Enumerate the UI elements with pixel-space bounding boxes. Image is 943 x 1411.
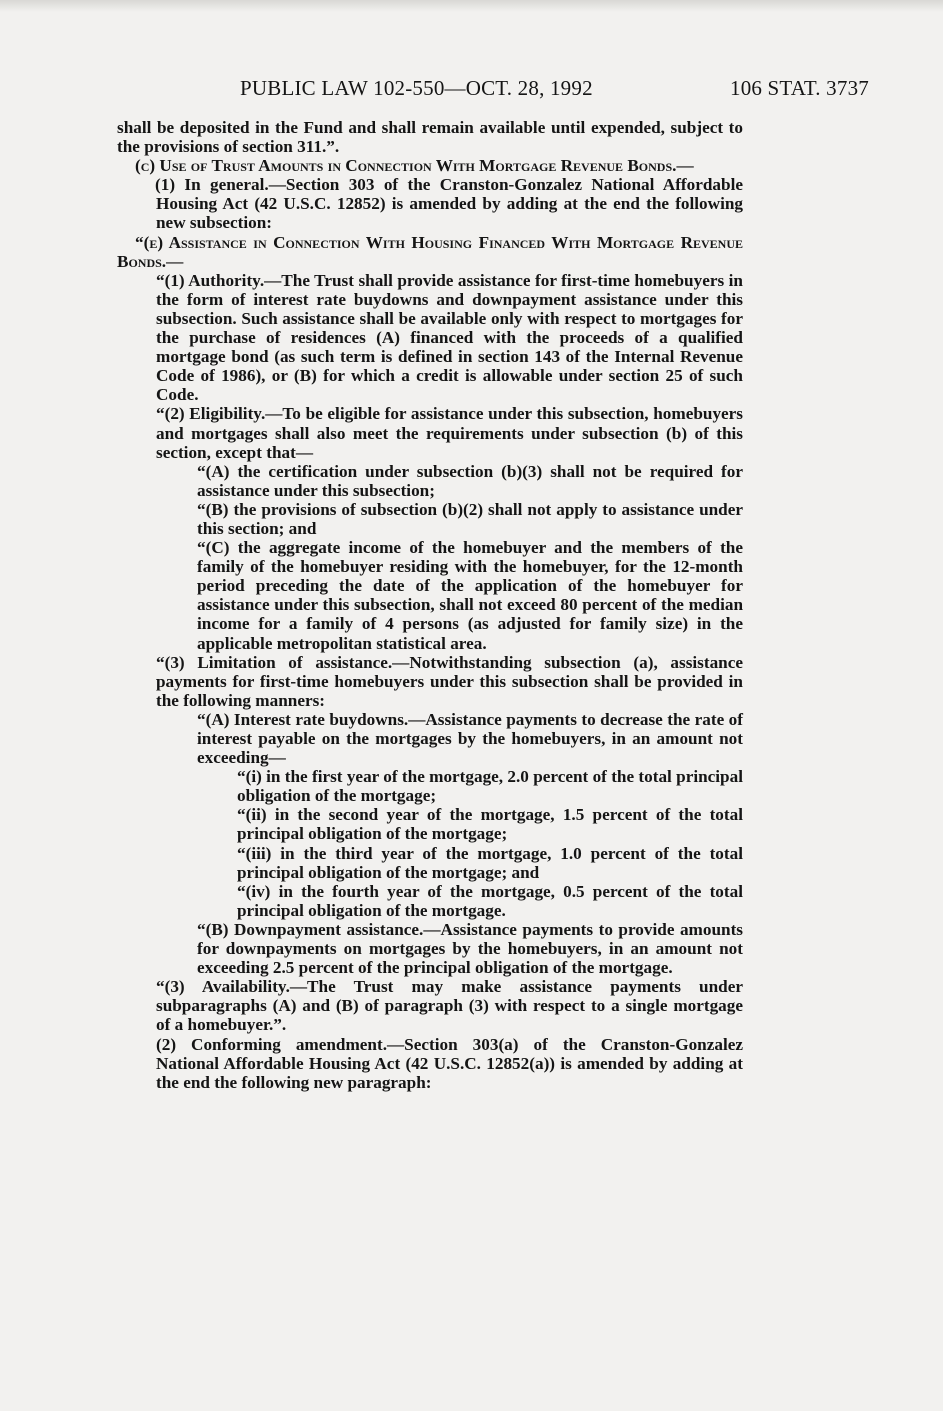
paragraph: “(A) the certification under subsection (b)(3) shall not be required for assistance under this subsection;: [197, 461, 743, 500]
paragraph: “(iv) in the fourth year of the mortgage, 0.5 percent of the total principal obligation of the mortgage.: [237, 881, 743, 920]
paragraph: (c) Use of Trust Amounts in Connection With Mortgage Revenue Bonds.—: [135, 156, 694, 176]
paragraph: “(1) Authority.—The Trust shall provide assistance for first-time homebuyers in the form of interest rate buydowns and downpayment assistance under this subsection. Such assistance shall be available only with respect to mortgages for the purchase of residences (A) financed with the proceeds of a qualified mortgage bond (as such term is defined in section 143 of the Internal Revenue Code of 1986), or (B) for which a credit is allowable under section 25 of such Code.: [156, 270, 743, 405]
paragraph: “(C) the aggregate income of the homebuyer and the members of the family of the homebuyer residing with the homebuyer, for the 12-month period preceding the date of the application of the homebuyer for assistance under this subsection, shall not exceed 80 percent of the median income for a family of 4 persons (as adjusted for family size) in the applicable metropolitan statistical area.: [197, 538, 743, 653]
page-header-stat: 106 STAT. 3737: [730, 76, 869, 100]
paragraph: “(i) in the first year of the mortgage, 2.0 percent of the total principal obligation of the mortgage;: [237, 767, 743, 806]
paragraph: “(3) Limitation of assistance.—Notwithstanding subsection (a), assistance payments for first-time homebuyers under this subsection shall be provided in the following manners:: [156, 652, 743, 710]
paragraph: “(B) the provisions of subsection (b)(2) shall not apply to assistance under this section; and: [197, 499, 743, 538]
paragraph: (1) In general.—Section 303 of the Cranston-Gonzalez National Affordable Housing Act (42 U.S.C. 12852) is amended by adding at the end the following new subsection:: [155, 175, 743, 233]
scan-top-edge: [0, 0, 943, 12]
paragraph: “(A) Interest rate buydowns.—Assistance payments to decrease the rate of interest payable on the mortgages by the homebuyers, in an amount not exceeding—: [197, 709, 743, 768]
page-header-title: PUBLIC LAW 102-550—OCT. 28, 1992: [240, 76, 593, 100]
paragraph: “(ii) in the second year of the mortgage, 1.5 percent of the total principal obligation of the mortgage;: [237, 805, 743, 844]
paragraph: “(3) Availability.—The Trust may make assistance payments under subparagraphs (A) and (B) of paragraph (3) with respect to a single mortgage of a homebuyer.”.: [156, 977, 743, 1035]
paragraph: shall be deposited in the Fund and shall remain available until expended, subject to the provisions of section 311.”.: [117, 118, 743, 157]
paragraph: “(iii) in the third year of the mortgage, 1.0 percent of the total principal obligation of the mortgage; and: [237, 843, 743, 882]
statute-text: [117, 118, 743, 1092]
paragraph: “(B) Downpayment assistance.—Assistance payments to provide amounts for downpayments on mortgages by the homebuyers, in an amount not exceeding 2.5 percent of the principal obligation of the mortgage.: [197, 919, 743, 978]
paragraph: “(e) Assistance in Connection With Housing Financed With Mortgage Revenue Bonds.—: [117, 232, 743, 271]
paragraph: “(2) Eligibility.—To be eligible for assistance under this subsection, homebuyers and mortgages shall also meet the requirements under subsection (b) of this section, except that—: [156, 404, 743, 462]
page-header: [0, 76, 943, 106]
paragraph: (2) Conforming amendment.—Section 303(a) of the Cranston-Gonzalez National Affordable Housing Act (42 U.S.C. 12852(a)) is amended by adding at the end the following new paragraph:: [156, 1034, 743, 1092]
